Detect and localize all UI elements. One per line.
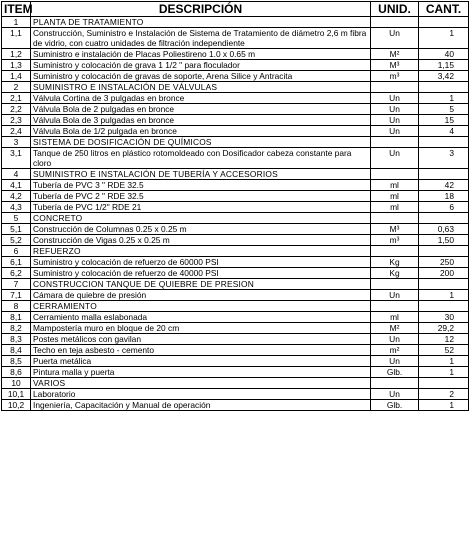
item-cell: 10 (2, 378, 31, 389)
table-row (2, 345, 469, 356)
item-cell: 8,4 (2, 345, 31, 356)
unit-cell: ml (371, 180, 419, 191)
unit-cell: ml (371, 191, 419, 202)
table-row (2, 28, 469, 49)
quantity-cell: 1,15 (419, 60, 469, 71)
description-cell: Suministro y colocación de refuerzo de 60000 PSI (31, 257, 371, 268)
unit-cell: m² (371, 345, 419, 356)
table-row (2, 323, 469, 334)
quantity-cell (419, 82, 469, 93)
table-row (2, 400, 469, 411)
table-row (2, 104, 469, 115)
item-cell: 4 (2, 169, 31, 180)
item-cell: 8,5 (2, 356, 31, 367)
description-cell: Techo en teja asbesto - cemento (31, 345, 371, 356)
quantity-cell: 18 (419, 191, 469, 202)
unit-cell (371, 82, 419, 93)
item-cell: 7 (2, 279, 31, 290)
description-cell: Construcción de Vigas 0.25 x 0.25 m (31, 235, 371, 246)
unit-cell (371, 246, 419, 257)
quantity-cell: 6 (419, 202, 469, 213)
description-cell: REFUERZO (31, 246, 371, 257)
table-row (2, 257, 469, 268)
unit-cell: ml (371, 202, 419, 213)
item-cell: 7,1 (2, 290, 31, 301)
table-row (2, 356, 469, 367)
item-cell: 4,2 (2, 191, 31, 202)
table-row (2, 49, 469, 60)
unit-cell: Un (371, 356, 419, 367)
item-cell: 4,3 (2, 202, 31, 213)
quantity-cell (419, 279, 469, 290)
description-cell: Construcción, Suministro e Instalación de Sistema de Tratamiento de diámetro 2,6 m fibra de vidrio, con cuatro unidades de filtración independiente (31, 28, 371, 49)
item-cell: 6 (2, 246, 31, 257)
item-cell: 1,2 (2, 49, 31, 60)
quantity-cell: 29,2 (419, 323, 469, 334)
description-cell: Válvula Bola de 2 pulgadas en bronce (31, 104, 371, 115)
description-cell: Suministro y colocación de refuerzo de 40000 PSI (31, 268, 371, 279)
description-cell: Postes metálicos con gavilan (31, 334, 371, 345)
description-cell: CONCRETO (31, 213, 371, 224)
section-row (2, 301, 469, 312)
unit-cell: Un (371, 290, 419, 301)
quantity-cell (419, 213, 469, 224)
table-row (2, 312, 469, 323)
unit-cell: M² (371, 49, 419, 60)
quantity-cell (419, 246, 469, 257)
header-unid: UNID. (371, 2, 419, 17)
table-row (2, 71, 469, 82)
item-cell: 1,3 (2, 60, 31, 71)
unit-cell (371, 378, 419, 389)
section-row (2, 82, 469, 93)
description-cell: Puerta metálica (31, 356, 371, 367)
description-cell: SISTEMA DE DOSIFICACIÓN DE QUÍMICOS (31, 137, 371, 148)
table-row (2, 389, 469, 400)
section-row (2, 246, 469, 257)
unit-cell (371, 279, 419, 290)
quantity-cell (419, 137, 469, 148)
header-descripcion: DESCRIPCIÓN (31, 2, 371, 17)
description-cell: Cerramiento malla eslabonada (31, 312, 371, 323)
item-cell: 10,1 (2, 389, 31, 400)
table-row (2, 148, 469, 169)
header-row (2, 2, 469, 17)
description-cell: Construcción de Columnas 0.25 x 0.25 m (31, 224, 371, 235)
unit-cell: Glb. (371, 367, 419, 378)
item-cell: 8,1 (2, 312, 31, 323)
quantity-cell: 200 (419, 268, 469, 279)
item-cell: 5 (2, 213, 31, 224)
table-row (2, 191, 469, 202)
unit-cell: M³ (371, 224, 419, 235)
description-cell: Suministro y colocación de grava 1 1/2 " para floculador (31, 60, 371, 71)
unit-cell (371, 213, 419, 224)
unit-cell (371, 17, 419, 28)
item-cell: 8,3 (2, 334, 31, 345)
description-cell: CERRAMIENTO (31, 301, 371, 312)
description-cell: Cámara de quiebre de presión (31, 290, 371, 301)
quantity-cell: 1 (419, 367, 469, 378)
section-row (2, 137, 469, 148)
unit-cell: m³ (371, 71, 419, 82)
quantity-cell: 3,42 (419, 71, 469, 82)
description-cell: Válvula Cortina de 3 pulgadas en bronce (31, 93, 371, 104)
item-cell: 5,2 (2, 235, 31, 246)
unit-cell: m³ (371, 235, 419, 246)
section-row (2, 169, 469, 180)
unit-cell: Un (371, 115, 419, 126)
quantity-cell: 30 (419, 312, 469, 323)
description-cell: Suministro e instalación de Placas Poliestireno 1.0 x 0.65 m (31, 49, 371, 60)
item-cell: 8 (2, 301, 31, 312)
unit-cell: Un (371, 389, 419, 400)
item-cell: 6,1 (2, 257, 31, 268)
description-cell: SUMINISTRO E INSTALACIÓN DE VÁLVULAS (31, 82, 371, 93)
quantity-cell: 42 (419, 180, 469, 191)
unit-cell: Un (371, 126, 419, 137)
item-cell: 3 (2, 137, 31, 148)
item-cell: 2,1 (2, 93, 31, 104)
unit-cell: Un (371, 148, 419, 169)
section-row (2, 213, 469, 224)
quantity-cell (419, 378, 469, 389)
item-cell: 1,4 (2, 71, 31, 82)
section-row (2, 378, 469, 389)
description-cell: Ingeniería, Capacitación y Manual de operación (31, 400, 371, 411)
quantity-cell: 52 (419, 345, 469, 356)
table-body (2, 17, 469, 411)
item-cell: 1 (2, 17, 31, 28)
unit-cell: Un (371, 334, 419, 345)
quantity-cell: 3 (419, 148, 469, 169)
unit-cell: Un (371, 93, 419, 104)
unit-cell: Un (371, 104, 419, 115)
description-cell: PLANTA DE TRATAMIENTO (31, 17, 371, 28)
quantity-cell: 4 (419, 126, 469, 137)
budget-table (1, 1, 469, 411)
item-cell: 8,2 (2, 323, 31, 334)
description-cell: CONSTRUCCION TANQUE DE QUIEBRE DE PRESION (31, 279, 371, 290)
item-cell: 10,2 (2, 400, 31, 411)
table-row (2, 60, 469, 71)
quantity-cell (419, 301, 469, 312)
item-cell: 5,1 (2, 224, 31, 235)
description-cell: Mampostería muro en bloque de 20 cm (31, 323, 371, 334)
unit-cell: ml (371, 312, 419, 323)
description-cell: Tanque de 250 litros en plástico rotomoldeado con Dosificador cabeza constante para cloro (31, 148, 371, 169)
quantity-cell: 2 (419, 389, 469, 400)
quantity-cell: 12 (419, 334, 469, 345)
quantity-cell: 1 (419, 28, 469, 49)
table-row (2, 180, 469, 191)
quantity-cell: 1 (419, 356, 469, 367)
item-cell: 4,1 (2, 180, 31, 191)
table-row (2, 290, 469, 301)
item-cell: 2,3 (2, 115, 31, 126)
description-cell: Tubería de PVC 1/2" RDE 21 (31, 202, 371, 213)
section-row (2, 279, 469, 290)
table-row (2, 93, 469, 104)
item-cell: 1,1 (2, 28, 31, 49)
quantity-cell: 1,50 (419, 235, 469, 246)
unit-cell (371, 137, 419, 148)
quantity-cell (419, 17, 469, 28)
description-cell: Laboratorio (31, 389, 371, 400)
table-row (2, 224, 469, 235)
unit-cell: Kg (371, 257, 419, 268)
description-cell: Válvula Bola de 1/2 pulgada en bronce (31, 126, 371, 137)
header-cant: CANT. (419, 2, 469, 17)
item-cell: 2,2 (2, 104, 31, 115)
description-cell: SUMINISTRO E INSTALACIÓN DE TUBERÍA Y ACCESORIOS (31, 169, 371, 180)
unit-cell (371, 301, 419, 312)
unit-cell: Glb. (371, 400, 419, 411)
quantity-cell (419, 169, 469, 180)
quantity-cell: 1 (419, 93, 469, 104)
description-cell: Válvula Bola de 3 pulgadas en bronce (31, 115, 371, 126)
quantity-cell: 1 (419, 290, 469, 301)
description-cell: Tubería de PVC 2 " RDE 32.5 (31, 191, 371, 202)
table-row (2, 115, 469, 126)
description-cell: Tubería de PVC 3 " RDE 32.5 (31, 180, 371, 191)
item-cell: 6,2 (2, 268, 31, 279)
unit-cell: M³ (371, 60, 419, 71)
quantity-cell: 1 (419, 400, 469, 411)
table-row (2, 268, 469, 279)
unit-cell: Kg (371, 268, 419, 279)
section-row (2, 17, 469, 28)
item-cell: 3,1 (2, 148, 31, 169)
quantity-cell: 0,63 (419, 224, 469, 235)
item-cell: 2 (2, 82, 31, 93)
quantity-cell: 250 (419, 257, 469, 268)
table-row (2, 334, 469, 345)
unit-cell (371, 169, 419, 180)
quantity-cell: 15 (419, 115, 469, 126)
description-cell: Pintura malla y puerta (31, 367, 371, 378)
quantity-cell: 5 (419, 104, 469, 115)
table-row (2, 126, 469, 137)
unit-cell: M² (371, 323, 419, 334)
item-cell: 2,4 (2, 126, 31, 137)
table-row (2, 235, 469, 246)
item-cell: 8,6 (2, 367, 31, 378)
table-row (2, 367, 469, 378)
unit-cell: Un (371, 28, 419, 49)
description-cell: Suministro y colocación de gravas de soporte, Arena Silice y Antracita (31, 71, 371, 82)
table-row (2, 202, 469, 213)
header-item: ITEM (2, 2, 31, 17)
quantity-cell: 40 (419, 49, 469, 60)
description-cell: VARIOS (31, 378, 371, 389)
